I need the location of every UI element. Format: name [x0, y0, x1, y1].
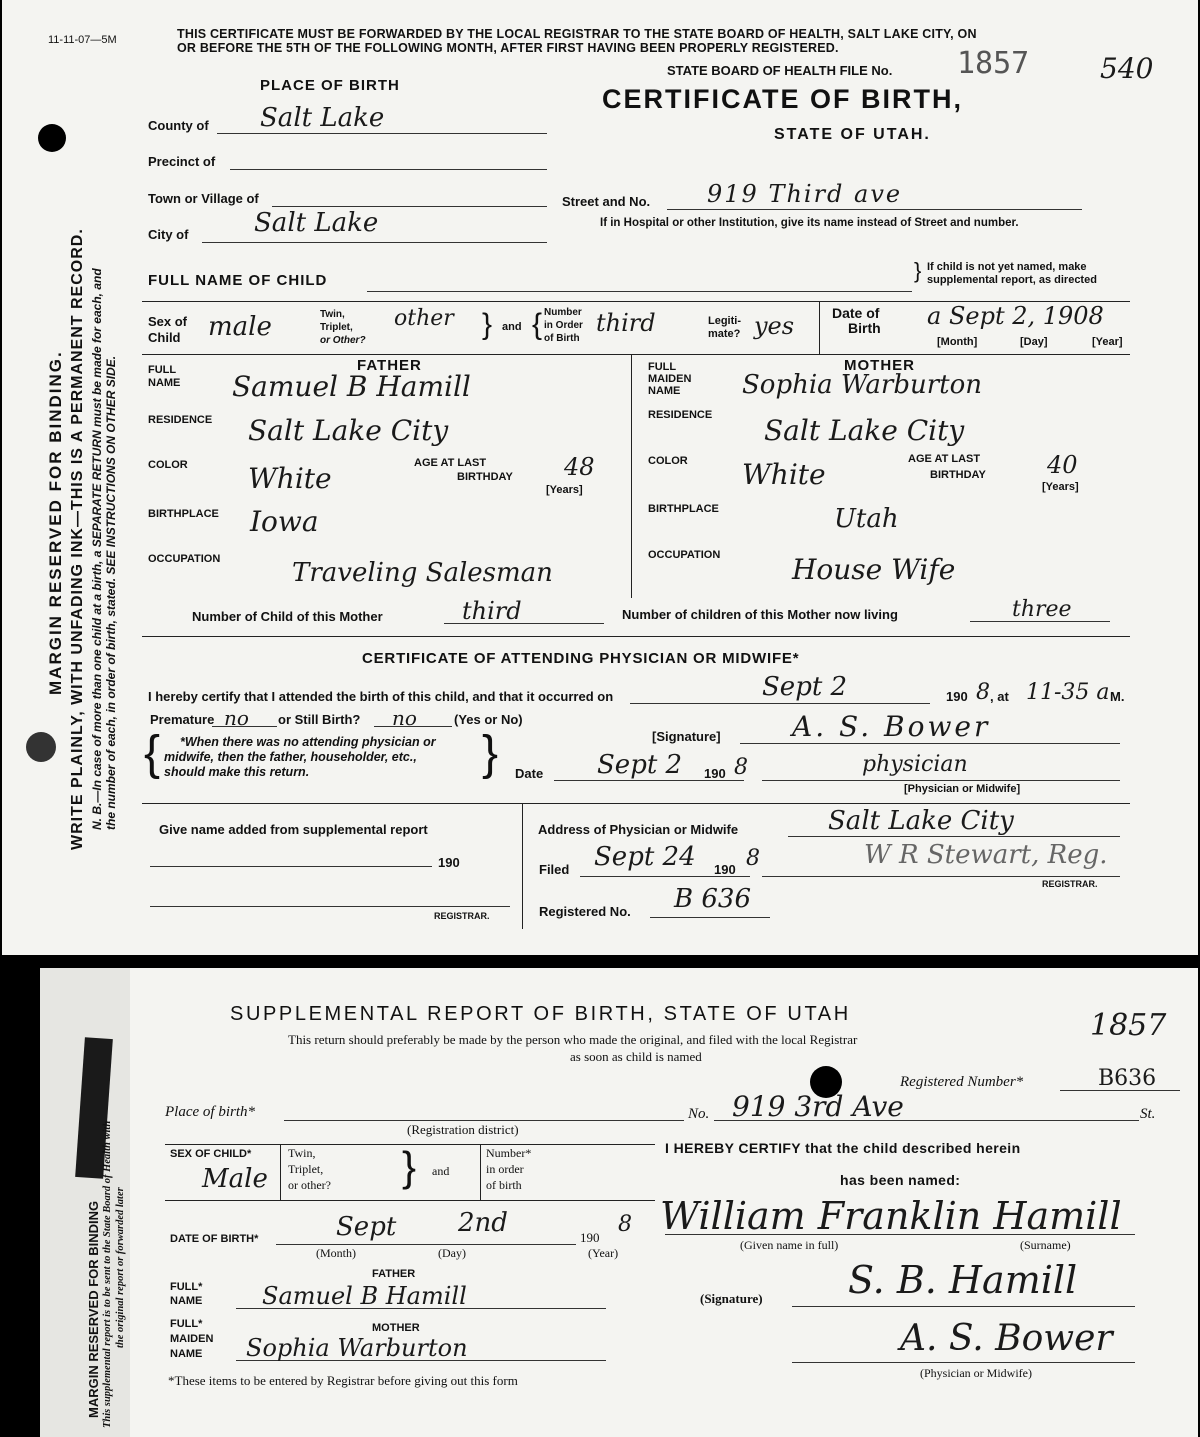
premature-label: Premature	[150, 712, 215, 727]
year-label: [Year]	[1092, 336, 1123, 348]
supp-registrar-line	[150, 906, 510, 907]
mother-occupation: House Wife	[792, 553, 956, 586]
margin-number: 540	[1100, 52, 1154, 85]
unnamed-note-2: supplemental report, as directed	[927, 274, 1097, 286]
supp-sex: Male	[202, 1164, 268, 1194]
father-age-label-2: BIRTHDAY	[457, 471, 513, 483]
supp-dob-year-prefix: 190	[580, 1230, 600, 1245]
form-code: 11-11-07—5M	[48, 34, 117, 46]
sex-label-2: Child	[148, 330, 181, 345]
file-number: 1857	[957, 46, 1030, 81]
sex-label-1: Sex of	[148, 314, 188, 329]
father-color: White	[248, 462, 332, 495]
supp-dob-month: Sept	[336, 1212, 397, 1242]
rule	[165, 1200, 655, 1201]
mother-age-label-1: AGE AT LAST	[908, 453, 981, 465]
legit-value: yes	[754, 312, 795, 340]
father-years-label: [Years]	[546, 484, 583, 496]
rule	[631, 354, 632, 598]
stillbirth-value: no	[392, 706, 417, 730]
supp-mother-label-1: FULL*	[170, 1318, 203, 1330]
twin-label-1: Twin,	[320, 309, 345, 320]
date-year-prefix: 190	[704, 766, 726, 781]
instruction-line-2: as soon as child is named	[570, 1049, 702, 1064]
twin-value: other	[394, 306, 454, 331]
supp-order-label-2: in order	[486, 1162, 524, 1176]
supp-dob-line	[276, 1244, 576, 1245]
brace: }	[402, 1143, 417, 1190]
note-line-1: *When there was no attending physician or	[180, 735, 436, 749]
occurred-year-digit: 8	[976, 680, 990, 705]
signature-line	[740, 743, 1120, 744]
at-label: , at	[990, 689, 1009, 704]
supp-twin-label-1: Twin,	[288, 1146, 316, 1160]
mother-years-label: [Years]	[1042, 481, 1079, 493]
yes-no-label: (Yes or No)	[454, 712, 523, 727]
title-line	[762, 780, 1120, 781]
note-line-3: should make this return.	[164, 765, 310, 779]
dob-value: a Sept 2, 1908	[927, 302, 1104, 330]
mother-name: Sophia Warburton	[742, 370, 982, 400]
brace: }	[914, 258, 922, 283]
full-name-label: FULL NAME OF CHILD	[148, 272, 328, 289]
supp-child-name: William Franklin Hamill	[660, 1194, 1122, 1238]
street-label: Street and No.	[562, 194, 651, 209]
registration-district-label: (Registration district)	[407, 1122, 519, 1137]
town-label: Town or Village of	[148, 191, 259, 206]
punch-hole	[38, 124, 66, 152]
mother-birthplace-label: BIRTHPLACE	[648, 503, 719, 515]
child-number: third	[462, 597, 522, 625]
supp-registered-number: B636	[1098, 1066, 1157, 1091]
state-subtitle: STATE OF UTAH.	[774, 126, 931, 143]
supp-footnote: *These items to be entered by Registrar before giving out this form	[168, 1373, 518, 1388]
city-line	[202, 242, 547, 243]
supp-and: and	[432, 1164, 450, 1178]
father-residence: Salt Lake City	[248, 414, 449, 447]
supp-twin-label-2: Triplet,	[288, 1162, 324, 1176]
physician-signature: A. S. Bower	[792, 710, 991, 743]
place-of-birth-line	[284, 1120, 684, 1121]
certificate-title: CERTIFICATE OF BIRTH,	[602, 84, 963, 114]
living-label: Number of children of this Mother now living	[622, 607, 898, 622]
brace: }	[482, 727, 499, 780]
city-value: Salt Lake	[254, 208, 379, 238]
address-label: Address of Physician or Midwife	[538, 822, 739, 837]
hospital-note: If in Hospital or other Institution, give its name instead of Street and number.	[600, 217, 1019, 229]
order-label-2: in Order	[544, 320, 583, 331]
day-label: [Day]	[1020, 336, 1048, 348]
m-label: M.	[1110, 689, 1125, 704]
and-label: and	[502, 321, 522, 333]
order-value: third	[596, 309, 656, 337]
living-count: three	[1012, 597, 1072, 622]
supp-dob-year-digit: 8	[618, 1212, 632, 1237]
supplemental-title: SUPPLEMENTAL REPORT OF BIRTH, STATE OF UTAH	[230, 1003, 851, 1025]
father-heading: FATHER	[357, 357, 422, 374]
precinct-line	[230, 169, 547, 170]
file-number-label: STATE BOARD OF HEALTH FILE No.	[667, 63, 893, 78]
father-name-label-1: FULL	[148, 364, 177, 376]
rule	[142, 354, 1130, 355]
occurred-year-prefix: 190	[946, 689, 968, 704]
brace: {	[144, 727, 161, 780]
date-value: Sept 2	[597, 750, 683, 780]
physician-address: Salt Lake City	[828, 806, 1014, 836]
supp-box-text: Give name added from supplemental report	[159, 822, 428, 837]
supp-mother-label-3: NAME	[170, 1348, 203, 1360]
father-color-label: COLOR	[148, 459, 188, 471]
title-label: [Physician or Midwife]	[904, 783, 1021, 795]
rule	[819, 301, 820, 354]
rule	[522, 803, 523, 929]
date-year-digit: 8	[734, 755, 748, 780]
signature-label: [Signature]	[652, 729, 721, 744]
father-name-label-2: NAME	[148, 377, 181, 389]
mother-color: White	[742, 458, 826, 491]
occurred-date-line	[630, 703, 930, 704]
registered-number-label: Registered Number*	[900, 1074, 1024, 1090]
sex-value: male	[208, 312, 272, 342]
father-residence-label: RESIDENCE	[148, 414, 213, 426]
mother-color-label: COLOR	[648, 455, 688, 467]
punch-hole	[26, 732, 56, 762]
supp-father-label-1: FULL*	[170, 1281, 203, 1293]
place-of-birth-label: Place of birth*	[165, 1104, 255, 1120]
legit-label-2: mate?	[708, 328, 741, 340]
supp-certify-2: has been named:	[840, 1172, 961, 1188]
mother-residence: Salt Lake City	[764, 414, 965, 447]
forwarding-notice-2: OR BEFORE THE 5TH OF THE FOLLOWING MONTH, AFTER FIRST HAVING BEEN PROPERLY REGISTERED.	[177, 41, 839, 55]
margin-nb-note-1: N. B.—In case of more than one child at a birth, a SEPARATE RETURN must be made for each, and	[90, 268, 104, 830]
place-of-birth-heading: PLACE OF BIRTH	[260, 77, 400, 94]
town-line	[272, 206, 547, 207]
father-age: 48	[564, 453, 595, 481]
certify-text: I hereby certify that I attended the birth of this child, and that it occurred on	[148, 689, 614, 704]
rule	[142, 803, 1130, 804]
supp-father-name: Samuel B Hamill	[262, 1282, 467, 1310]
supp-mother-name: Sophia Warburton	[246, 1334, 468, 1362]
supp-street: 919 3rd Ave	[732, 1090, 904, 1123]
supp-signature-label: (Signature)	[700, 1291, 763, 1306]
supp-certify-1: I HEREBY CERTIFY that the child described herein	[665, 1140, 1021, 1156]
mother-name-label-2: MAIDEN	[648, 373, 692, 385]
filed-year-prefix: 190	[714, 862, 736, 877]
stillbirth-label: or Still Birth?	[278, 712, 361, 727]
supp-order-label-3: of birth	[486, 1178, 522, 1192]
physician-heading: CERTIFICATE OF ATTENDING PHYSICIAN OR MIDWIFE*	[362, 650, 800, 667]
supp-dob-label: DATE OF BIRTH*	[170, 1233, 259, 1245]
registrar-label: REGISTRAR.	[1042, 879, 1098, 889]
father-occupation: Traveling Salesman	[292, 558, 553, 588]
supplemental-file-mark: 1857	[1090, 1008, 1167, 1043]
supp-year: 190	[438, 855, 460, 870]
no-label: No.	[688, 1106, 710, 1122]
margin-binding-note: MARGIN RESERVED FOR BINDING.	[46, 350, 65, 695]
note-line-2: midwife, then the father, householder, etc.,	[164, 750, 417, 764]
margin-nb-note-2: the number of each, in order of birth, stated. SEE INSTRUCTIONS ON OTHER SIDE.	[104, 355, 118, 830]
filed-year-digit: 8	[746, 846, 760, 871]
supp-margin-note: MARGIN RESERVED FOR BINDING	[86, 1200, 101, 1418]
registered-label: Registered No.	[539, 904, 631, 919]
given-name-label: (Given name in full)	[740, 1238, 839, 1252]
date-label: Date	[515, 766, 544, 781]
birth-certificate	[2, 0, 1198, 955]
physician-title: physician	[862, 752, 968, 777]
county-line	[217, 133, 547, 134]
supp-mother-heading: MOTHER	[372, 1322, 420, 1334]
father-name: Samuel B Hamill	[232, 370, 471, 403]
supp-sex-label: SEX OF CHILD*	[170, 1148, 252, 1160]
mother-heading: MOTHER	[844, 357, 915, 374]
supp-father-label-2: NAME	[170, 1295, 203, 1307]
premature-value: no	[224, 706, 249, 730]
mother-name-label-1: FULL	[648, 361, 677, 373]
instruction-line-1: This return should preferably be made by the person who made the original, and filed with the local Registrar	[288, 1032, 858, 1047]
supp-physician-signature: A. S. Bower	[900, 1318, 1113, 1359]
supp-name-line	[150, 866, 432, 867]
mother-age: 40	[1047, 451, 1078, 479]
mother-birthplace: Utah	[834, 504, 899, 534]
rule	[480, 1144, 481, 1200]
registered-line	[650, 917, 770, 918]
surname-label: (Surname)	[1020, 1238, 1071, 1252]
father-birthplace-label: BIRTHPLACE	[148, 508, 219, 520]
mother-age-label-2: BIRTHDAY	[930, 469, 986, 481]
brace: }	[482, 308, 493, 341]
margin-ink-note: WRITE PLAINLY, WITH UNFADING INK—THIS IS A PERMANENT RECORD.	[69, 228, 86, 850]
county-value: Salt Lake	[260, 103, 385, 133]
rule	[142, 636, 1130, 637]
supp-signature: S. B. Hamill	[848, 1258, 1078, 1302]
street-value: 919 Third ave	[707, 180, 903, 208]
filed-date: Sept 24	[594, 842, 696, 872]
dob-label-2: Birth	[848, 320, 881, 336]
city-label: City of	[148, 227, 189, 242]
birth-time: 11-35 a	[1026, 680, 1110, 705]
supp-day-label: (Day)	[438, 1246, 466, 1260]
precinct-label: Precinct of	[148, 154, 216, 169]
supp-month-label: (Month)	[316, 1246, 356, 1260]
registrar-signature: W R Stewart, Reg.	[864, 840, 1108, 870]
street-line	[667, 209, 1082, 210]
filed-label: Filed	[539, 862, 570, 877]
supp-physician-label: (Physician or Midwife)	[920, 1366, 1032, 1380]
twin-label-3: or Other?	[320, 335, 366, 346]
full-name-line	[367, 291, 912, 292]
supp-order-label-1: Number*	[486, 1146, 532, 1160]
unnamed-note-1: If child is not yet named, make	[927, 261, 1087, 273]
father-age-label-1: AGE AT LAST	[414, 457, 487, 469]
supp-year-label: (Year)	[588, 1246, 619, 1260]
rule	[280, 1144, 281, 1200]
forwarding-notice-1: THIS CERTIFICATE MUST BE FORWARDED BY THE LOCAL REGISTRAR TO THE STATE BOARD OF HEALTH, SALT LAKE CITY, ON	[177, 27, 977, 41]
father-birthplace: Iowa	[250, 505, 319, 538]
order-label-3: of Birth	[544, 333, 580, 344]
father-occupation-label: OCCUPATION	[148, 553, 221, 565]
county-label: County of	[148, 118, 209, 133]
registrar-line	[762, 876, 1120, 877]
supp-margin-instruction-1: This supplemental report is to be sent to the State Board of Health with	[102, 1120, 113, 1428]
occurred-date: Sept 2	[762, 672, 848, 702]
st-label: St.	[1140, 1106, 1156, 1122]
supp-twin-label-3: or other?	[288, 1178, 331, 1192]
supp-dob-day: 2nd	[458, 1208, 508, 1238]
supp-mother-label-2: MAIDEN	[170, 1333, 214, 1345]
brace: {	[532, 308, 543, 341]
mother-occupation-label: OCCUPATION	[648, 549, 721, 561]
legit-label-1: Legiti-	[708, 315, 741, 327]
supplemental-report	[40, 968, 1198, 1437]
mother-name-label-3: NAME	[648, 385, 681, 397]
supp-signature-line	[792, 1306, 1135, 1307]
month-label: [Month]	[937, 336, 978, 348]
registered-number: B 636	[674, 884, 751, 914]
mother-residence-label: RESIDENCE	[648, 409, 713, 421]
dob-label-1: Date of	[832, 305, 880, 321]
twin-label-2: Triplet,	[320, 322, 353, 333]
order-label-1: Number	[544, 307, 582, 318]
supp-physician-line	[792, 1362, 1135, 1363]
supp-registrar-label: REGISTRAR.	[434, 911, 490, 921]
child-number-label: Number of Child of this Mother	[192, 609, 383, 624]
supp-father-heading: FATHER	[372, 1268, 416, 1280]
supp-margin-instruction-2: the original report or forwarded later	[115, 1187, 126, 1348]
address-line	[788, 836, 1120, 837]
